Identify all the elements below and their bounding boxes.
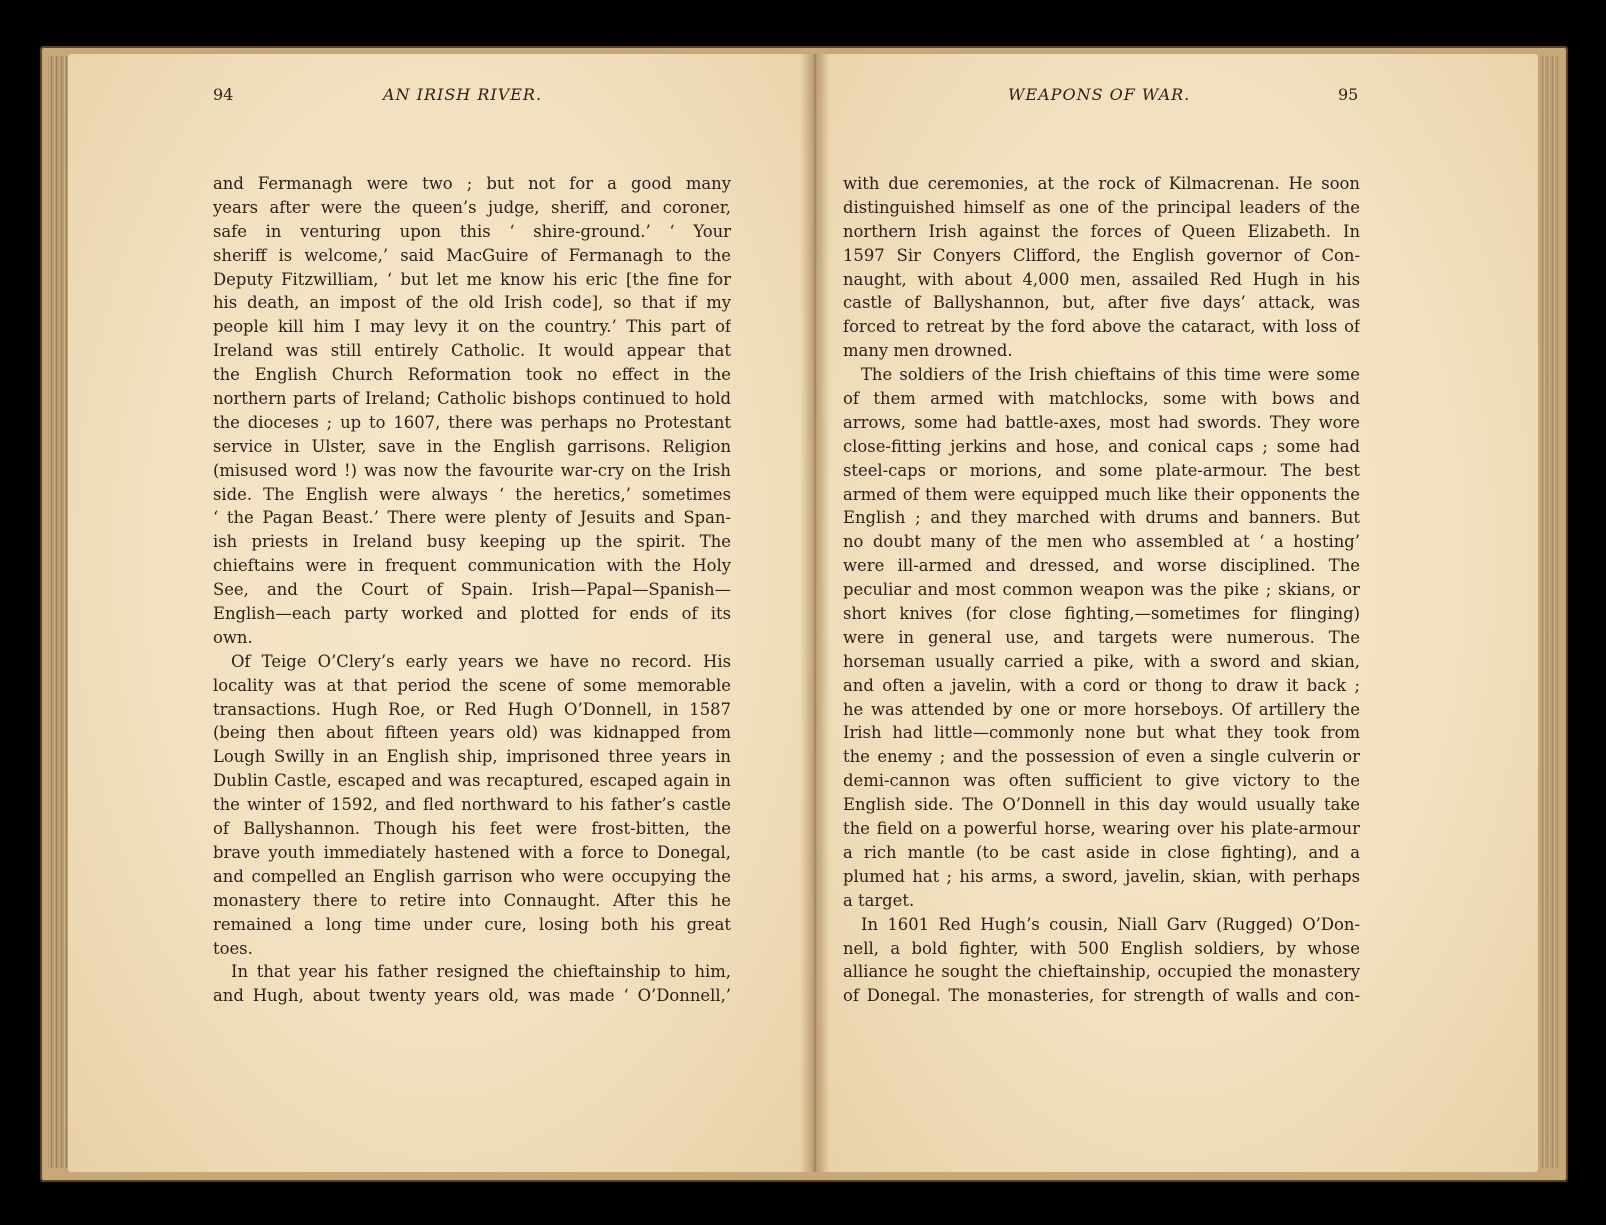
text-line: In 1601 Red Hugh’s cousin, Niall Garv (Rugged) O’Don- xyxy=(861,914,1360,934)
text-line: were in general use, and targets were numerous. The xyxy=(843,627,1360,647)
text-line: the dioceses ; up to 1607, there was perhaps no Protestant xyxy=(213,412,731,432)
text-line: peculiar and most common weapon was the pike ; skians, or xyxy=(843,580,1360,600)
text-line: with due ceremonies, at the rock of Kilmacrenan. He soon xyxy=(843,174,1360,193)
text-line: he was attended by one or more horseboys. Of artillery the xyxy=(843,699,1360,719)
text-line: monastery there to retire into Connaught. After this he xyxy=(213,890,731,910)
text-line: his death, an impost of the old Irish code], so that if my xyxy=(213,293,731,313)
text-line: transactions. Hugh Roe, or Red Hugh O’Donnell, in 1587 xyxy=(213,699,731,719)
text-line: castle of Ballyshannon, but, after five days’ attack, was xyxy=(843,293,1360,313)
text-line: nell, a bold fighter, with 500 English soldiers, by whose xyxy=(843,938,1360,958)
text-line: English side. The O’Donnell in this day would usually take xyxy=(843,795,1360,815)
left-page-body xyxy=(213,172,731,1008)
text-line: service in Ulster, save in the English garrisons. Religion xyxy=(213,436,731,456)
text-line: of Ballyshannon. Though his feet were frost-bitten, the xyxy=(213,819,731,839)
text-line: Irish had little—commonly none but what they took from xyxy=(843,723,1360,743)
text-line: English ; and they marched with drums and banners. But xyxy=(843,508,1360,528)
text-line: and Fermanagh were two ; but not for a good many xyxy=(213,174,731,193)
text-line: (misused word !) was now the favourite war-cry on the Irish xyxy=(213,460,731,480)
text-line: and compelled an English garrison who were occupying the xyxy=(213,866,731,886)
text-line: Deputy Fitzwilliam, ‘ but let me know his eric [the fine for xyxy=(213,269,731,289)
text-line: many men drowned. xyxy=(843,341,1013,361)
right-running-head xyxy=(843,85,1363,109)
text-line: Lough Swilly in an English ship, imprisoned three years in xyxy=(213,747,731,767)
text-line: side. The English were always ‘ the heretics,’ sometimes xyxy=(213,484,731,504)
text-line: toes. xyxy=(213,938,253,958)
text-line: a rich mantle (to be cast aside in close fighting), and a xyxy=(843,842,1360,862)
text-line: Of Teige O’Clery’s early years we have no record. His xyxy=(231,651,731,671)
text-line: the field on a powerful horse, wearing over his plate-armour xyxy=(843,819,1360,839)
right-page-edges xyxy=(1536,56,1558,1168)
text-line: In that year his father resigned the chieftainship to him, xyxy=(231,962,731,982)
text-line: northern Irish against the forces of Queen Elizabeth. In xyxy=(843,221,1360,241)
text-line: naught, with about 4,000 men, assailed Red Hugh in his xyxy=(843,269,1360,289)
text-line: The soldiers of the Irish chieftains of this time were some xyxy=(861,365,1360,385)
left-page-number: 94 xyxy=(213,85,234,104)
text-line: alliance he sought the chieftainship, occupied the monastery xyxy=(843,962,1360,982)
text-line: Dublin Castle, escaped and was recaptured, escaped again in xyxy=(213,771,731,791)
text-line: safe in venturing upon this ‘ shire-ground.’ ‘ Your xyxy=(213,221,731,241)
text-line: of Donegal. The monasteries, for strength of walls and con- xyxy=(843,986,1360,1006)
text-line: the winter of 1592, and fled northward to his father’s castle xyxy=(213,795,731,815)
text-line: remained a long time under cure, losing both his great xyxy=(213,914,731,934)
text-line: the English Church Reformation took no effect in the xyxy=(213,365,731,385)
right-page-body xyxy=(843,172,1360,1008)
text-line: 1597 Sir Conyers Clifford, the English governor of Con- xyxy=(843,245,1360,265)
right-page-title: WEAPONS OF WAR. xyxy=(1008,85,1191,104)
text-line: short knives (for close fighting,—sometimes for flinging) xyxy=(843,604,1360,624)
text-line: distinguished himself as one of the principal leaders of the xyxy=(843,197,1360,217)
text-line: ‘ the Pagan Beast.’ There were plenty of Jesuits and Span- xyxy=(213,508,731,528)
text-line: and often a javelin, with a cord or thong to draw it back ; xyxy=(843,675,1360,695)
right-page-number: 95 xyxy=(1338,85,1359,104)
text-line: years after were the queen’s judge, sheriff, and coroner, xyxy=(213,197,731,217)
text-line: demi-cannon was often sufficient to give victory to the xyxy=(843,771,1360,791)
text-line: steel-caps or morions, and some plate-armour. The best xyxy=(843,460,1360,480)
text-line: English—each party worked and plotted for ends of its xyxy=(213,604,731,624)
book-gutter xyxy=(800,54,830,1172)
text-line: (being then about fifteen years old) was kidnapped from xyxy=(213,723,731,743)
text-line: locality was at that period the scene of some memorable xyxy=(213,675,731,695)
text-line: plumed hat ; his arms, a sword, javelin, skian, with perhaps xyxy=(843,866,1360,886)
text-line: own. xyxy=(213,627,253,647)
text-line: northern parts of Ireland; Catholic bishops continued to hold xyxy=(213,389,731,409)
text-line: forced to retreat by the ford above the cataract, with loss of xyxy=(843,317,1360,337)
text-line: ish priests in Ireland busy keeping up the spirit. The xyxy=(213,532,731,552)
left-page-edges xyxy=(48,56,70,1168)
text-line: See, and the Court of Spain. Irish—Papal—Spanish— xyxy=(213,580,731,600)
text-line: horseman usually carried a pike, with a sword and skian, xyxy=(843,651,1360,671)
left-page-title: AN IRISH RIVER. xyxy=(383,85,543,104)
left-running-head xyxy=(213,85,733,109)
text-line: Ireland was still entirely Catholic. It would appear that xyxy=(213,341,731,361)
text-line: the enemy ; and the possession of even a single culverin or xyxy=(843,747,1360,767)
text-line: people kill him I may levy it on the country.’ This part of xyxy=(213,317,731,337)
text-line: chieftains were in frequent communication with the Holy xyxy=(213,556,731,576)
text-line: no doubt many of the men who assembled at ‘ a hosting’ xyxy=(843,532,1360,552)
text-line: armed of them were equipped much like their opponents the xyxy=(843,484,1360,504)
text-line: were ill-armed and dressed, and worse disciplined. The xyxy=(843,556,1360,576)
text-line: brave youth immediately hastened with a force to Donegal, xyxy=(213,842,731,862)
text-line: close-fitting jerkins and hose, and conical caps ; some had xyxy=(843,436,1360,456)
text-line: arrows, some had battle-axes, most had swords. They wore xyxy=(843,412,1360,432)
text-line: of them armed with matchlocks, some with bows and xyxy=(843,389,1360,409)
text-line: a target. xyxy=(843,890,915,910)
text-line: sheriff is welcome,’ said MacGuire of Fermanagh to the xyxy=(213,245,731,265)
text-line: and Hugh, about twenty years old, was made ‘ O’Donnell,’ xyxy=(213,986,731,1006)
